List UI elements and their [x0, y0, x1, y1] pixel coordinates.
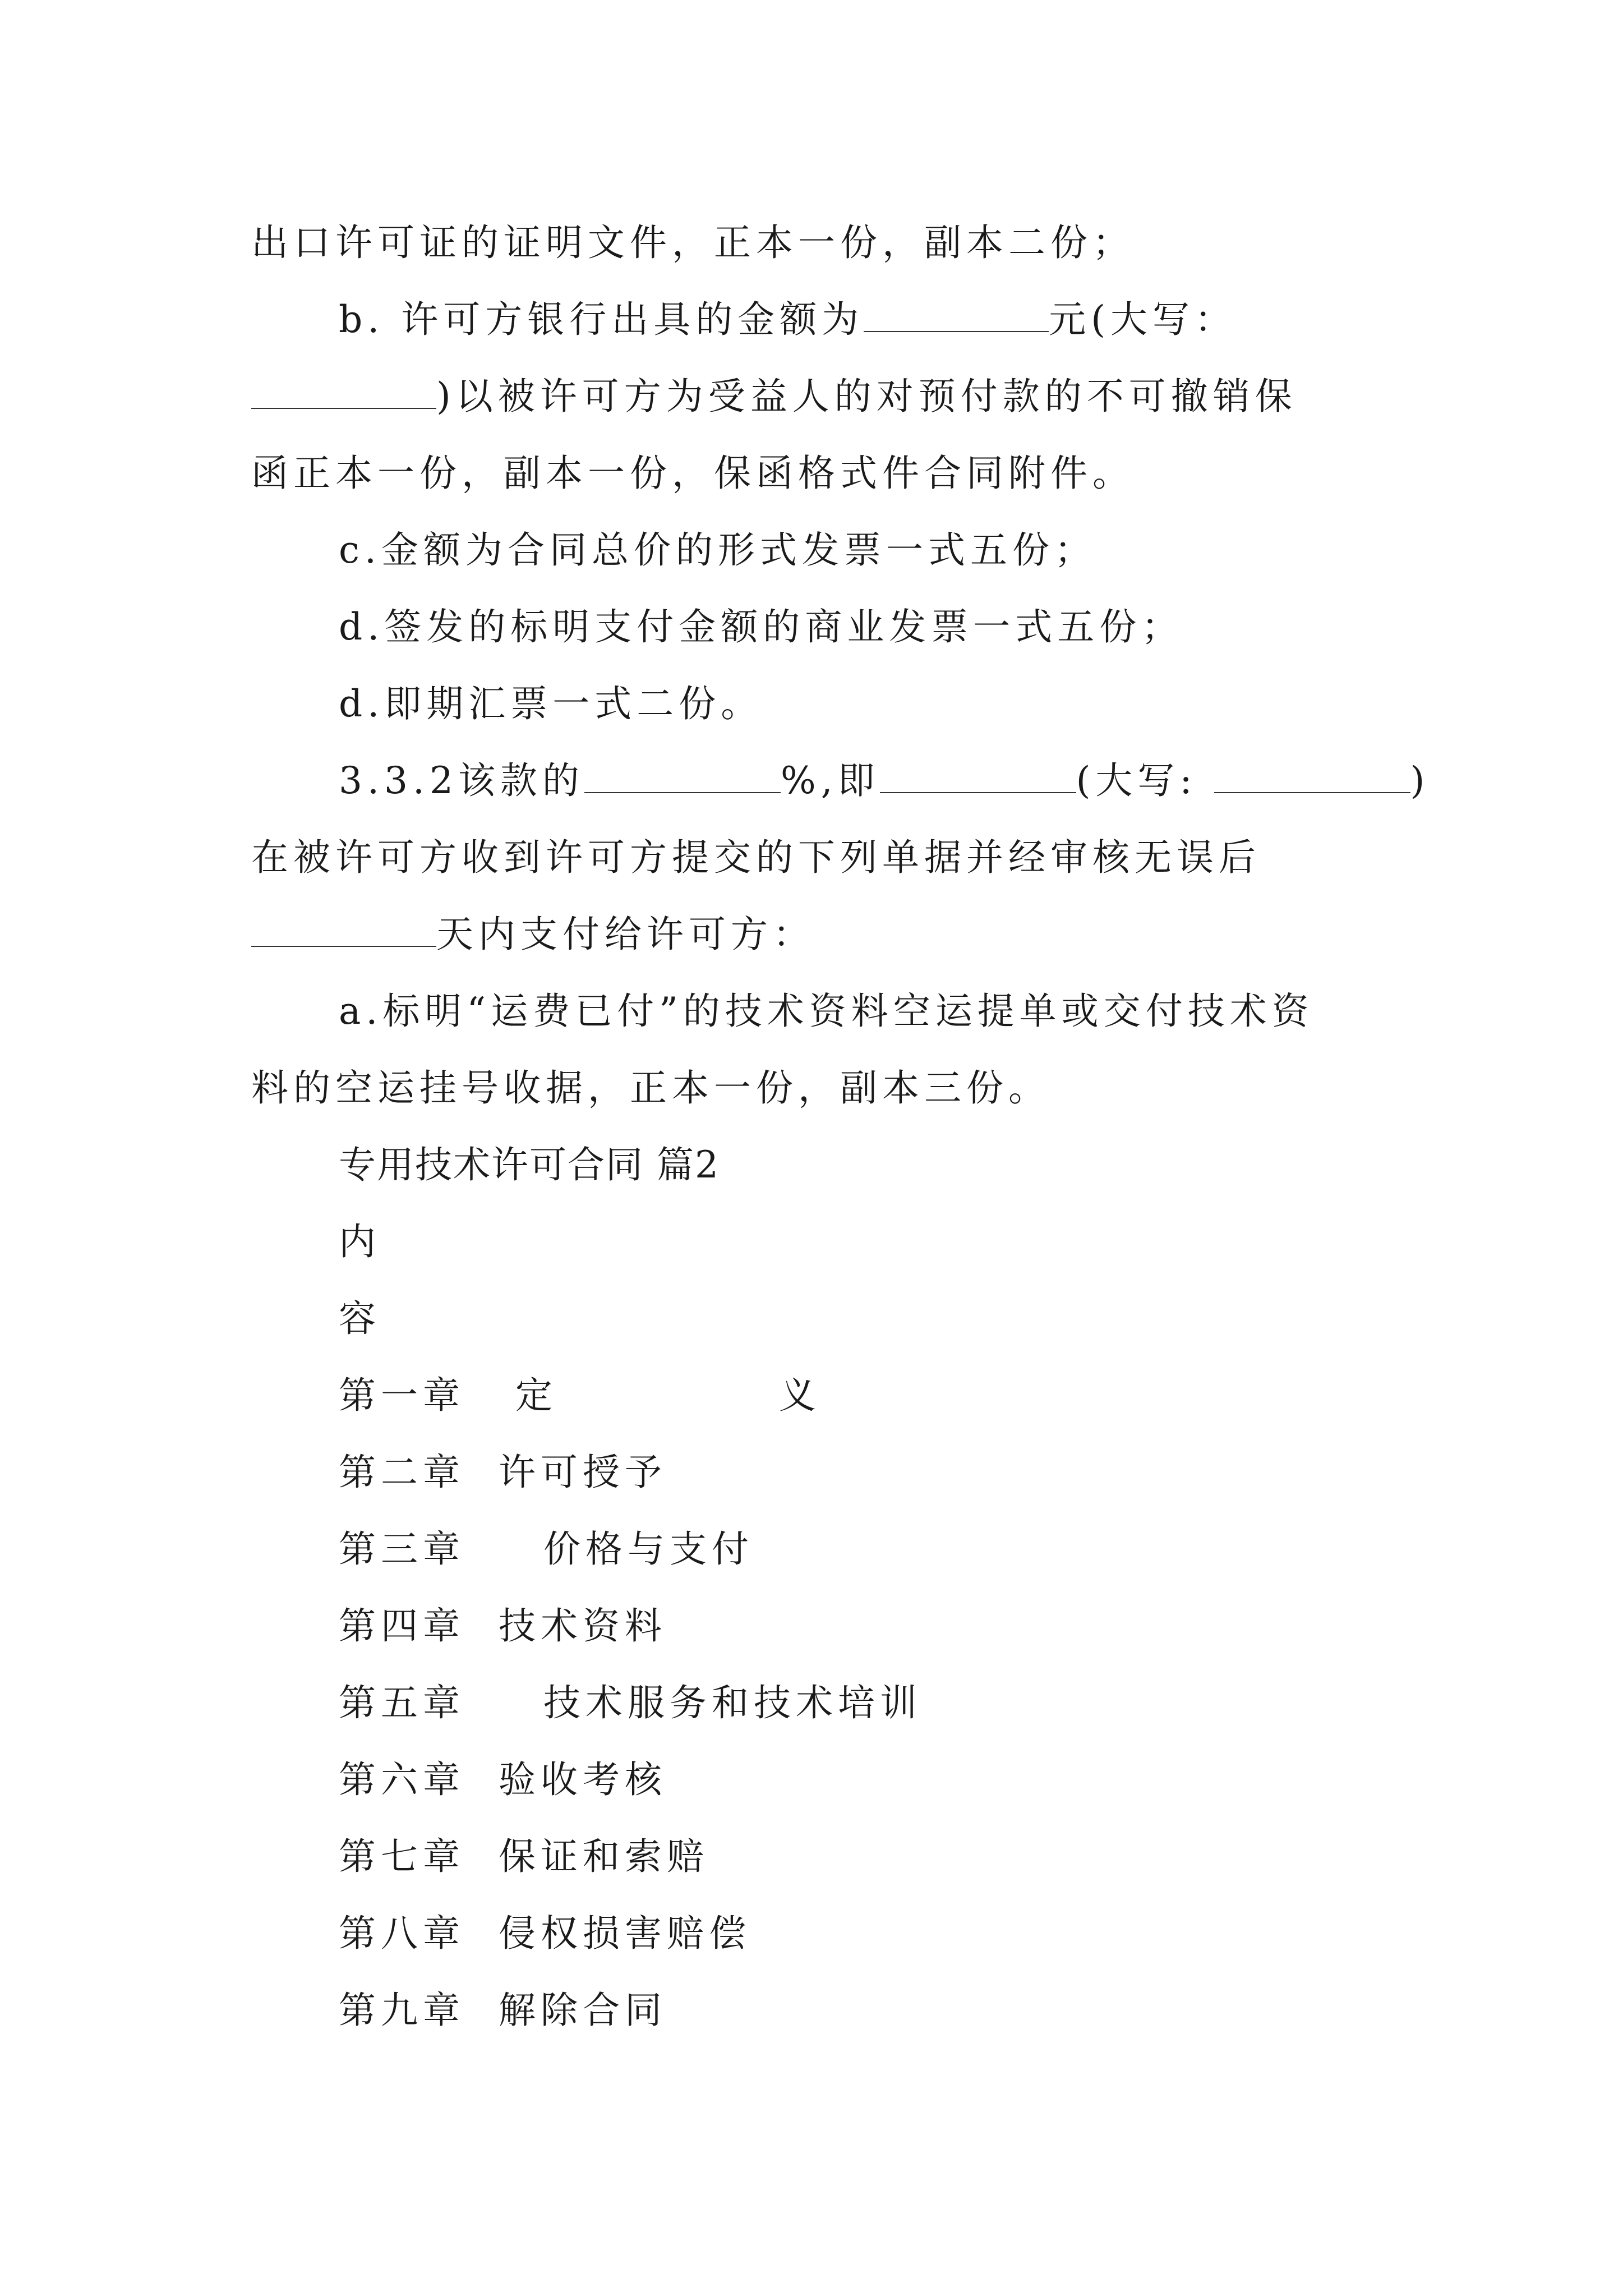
blank-field	[251, 913, 436, 947]
chapter-title: 解除合同	[499, 1989, 667, 2032]
chapter-number: 第四章	[339, 1604, 465, 1648]
chapter-number: 第一章	[339, 1374, 465, 1417]
chapter-number: 第九章	[339, 1989, 465, 2032]
text: d.即期汇票一式二份。	[339, 682, 763, 725]
text: b. 许可方银行出具的金额为	[339, 298, 864, 341]
chapter-title: 侵权损害赔偿	[499, 1912, 751, 1955]
text: 出口许可证的证明文件，正本一份，副本二份；	[251, 221, 1135, 264]
chapter-title: 许可授予	[499, 1451, 667, 1494]
toc-entry	[339, 1834, 709, 1879]
text: (大写:	[1076, 759, 1197, 802]
text: 函正本一份，副本一份，保函格式件合同附件。	[251, 452, 1135, 495]
text: )以被许可方为受益人的对预付款的不可撤销保	[436, 375, 1297, 418]
chapter-number: 第三章	[339, 1527, 465, 1571]
toc-entry	[339, 1604, 667, 1649]
text: 天内支付给许可方：	[436, 913, 815, 956]
paragraph-line	[251, 912, 815, 957]
blank-field	[251, 375, 436, 409]
chapter-number: 第七章	[339, 1835, 465, 1878]
text: 在被许可方收到许可方提交的下列单据并经审核无误后	[251, 836, 1261, 879]
text: %,即	[780, 759, 880, 802]
text: a.标明“运费已付”的技术资料空运提单或交付技术资	[339, 990, 1314, 1033]
paragraph-line	[339, 297, 1237, 342]
blank-field	[864, 298, 1049, 332]
toc-heading-char	[339, 1296, 381, 1341]
chapter-number: 第八章	[339, 1912, 465, 1955]
text: d.签发的标明支付金额的商业发票一式五份；	[339, 605, 1184, 648]
paragraph-line	[251, 1066, 1050, 1111]
chapter-title: 技术资料	[499, 1604, 667, 1648]
paragraph-line	[251, 220, 1135, 265]
text: c.金额为合同总价的形式发票一式五份；	[339, 528, 1096, 572]
text: 元(大写：	[1049, 298, 1237, 341]
text: 内	[339, 1220, 381, 1263]
toc-entry	[339, 1988, 667, 2033]
chapter-number: 第二章	[339, 1451, 465, 1494]
paragraph-line	[339, 528, 1096, 573]
toc-heading-char	[339, 1220, 381, 1264]
blank-field	[880, 760, 1076, 793]
blank-field	[584, 760, 781, 793]
toc-entry	[339, 1911, 751, 1956]
toc-entry	[339, 1681, 922, 1726]
text: 料的空运挂号收据，正本一份，副本三份。	[251, 1066, 1050, 1110]
toc-entry	[339, 1757, 667, 1802]
chapter-title: 验收考核	[499, 1758, 667, 1801]
chapter-title: 价格与支付	[543, 1527, 754, 1571]
contract-title	[339, 1143, 720, 1188]
chapter-title: 保证和索赔	[499, 1835, 709, 1878]
toc-entry	[339, 1527, 754, 1572]
chapter-number: 第六章	[339, 1758, 465, 1801]
paragraph-line	[339, 758, 1430, 803]
toc-entry	[339, 1373, 832, 1418]
text: 专用技术许可合同 篇2	[339, 1143, 720, 1186]
paragraph-line	[339, 682, 763, 726]
toc-entry	[339, 1450, 667, 1495]
paragraph-line	[339, 605, 1183, 650]
chapter-title: 定 义	[515, 1374, 832, 1417]
paragraph-line	[251, 451, 1135, 496]
chapter-title: 技术服务和技术培训	[543, 1681, 922, 1724]
blank-field	[1214, 760, 1410, 793]
text: 容	[339, 1297, 381, 1340]
text: )	[1410, 759, 1430, 802]
paragraph-line	[251, 374, 1297, 419]
chapter-number: 第五章	[339, 1681, 465, 1724]
paragraph-line	[251, 835, 1261, 880]
text: 3.3.2该款的	[339, 759, 584, 802]
paragraph-line	[339, 989, 1314, 1034]
